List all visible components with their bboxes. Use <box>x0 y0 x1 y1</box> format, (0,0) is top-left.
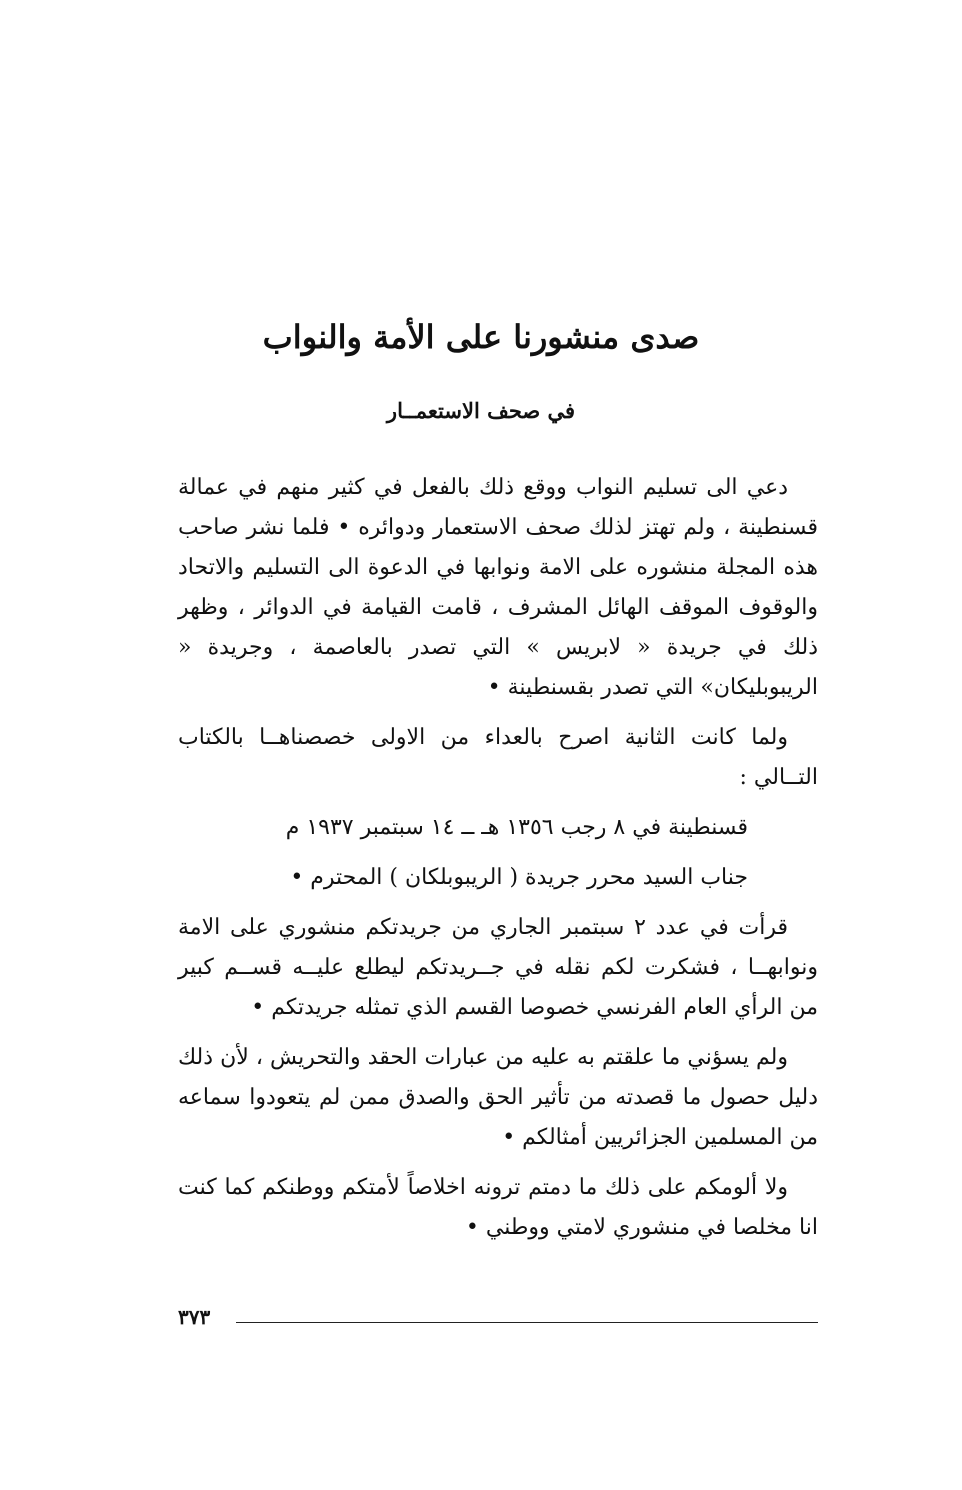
letter-paragraph-3: ولا ألومكم على ذلك ما دمتم ترونه اخلاصاً لأمتكم ووطنكم كما كنت انا مخلصا في منشوري لامتي ووطني • <box>178 1175 818 1240</box>
page-number: ٣٧٣ <box>178 1305 211 1329</box>
letter-paragraph-2: ولم يسؤني ما علقتم به عليه من عبارات الحقد والتحريش ، لأن ذلك دليل حصول ما قصدته من تأثير الحق والصدق ممن لم يتعودوا سماعه من المسلمين الجزائريين أمثالكم • <box>178 1045 818 1150</box>
page-footer <box>178 1302 818 1332</box>
footer-divider <box>236 1322 818 1323</box>
body-text <box>178 468 818 1258</box>
paragraph-1: دعي الى تسليم النواب ووقع ذلك بالفعل في كثير منهم في عمالة قسنطينة ، ولم تهتز لذلك صحف الاستعمار ودوائره • فلما نشر صاحب هذه المجلة منشوره على الامة ونوابها في الدعوة الى التسليم والاتحاد والوقوف الموقف الهائل المشرف ، قامت القيامة في الدوائر ، وظهر ذلك في جريدة « لابريس » التي تصدر بالعاصمة ، وجريدة « الريبوبليكان» التي تصدر بقسنطينة • <box>178 475 819 700</box>
paragraph-2: ولما كانت الثانية اصرح بالعداء من الاولى خصصناهــا بالكتاب التــالي : <box>178 725 818 790</box>
page-subtitle: في صحف الاستعمــار <box>386 398 576 423</box>
letter-salutation: جناب السيد محرر جريدة ( الريبوبلكان ) المحترم • <box>290 865 748 890</box>
page-title: صدى منشورنا على الأمة والنواب <box>262 318 700 356</box>
letter-date-line: قسنطينة في ٨ رجب ١٣٥٦ هـ ــ ١٤ سبتمبر ١٩٣٧ م <box>285 815 748 840</box>
letter-paragraph-1: قرأت في عدد ٢ سبتمبر الجاري من جريدتكم منشوري على الامة ونوابهــا ، فشكرت لكم نقله في جــريدتكم ليطلع عليــه قســم كبير من الرأي العام الفرنسي خصوصا القسم الذي تمثله جريدتكم • <box>178 915 818 1020</box>
